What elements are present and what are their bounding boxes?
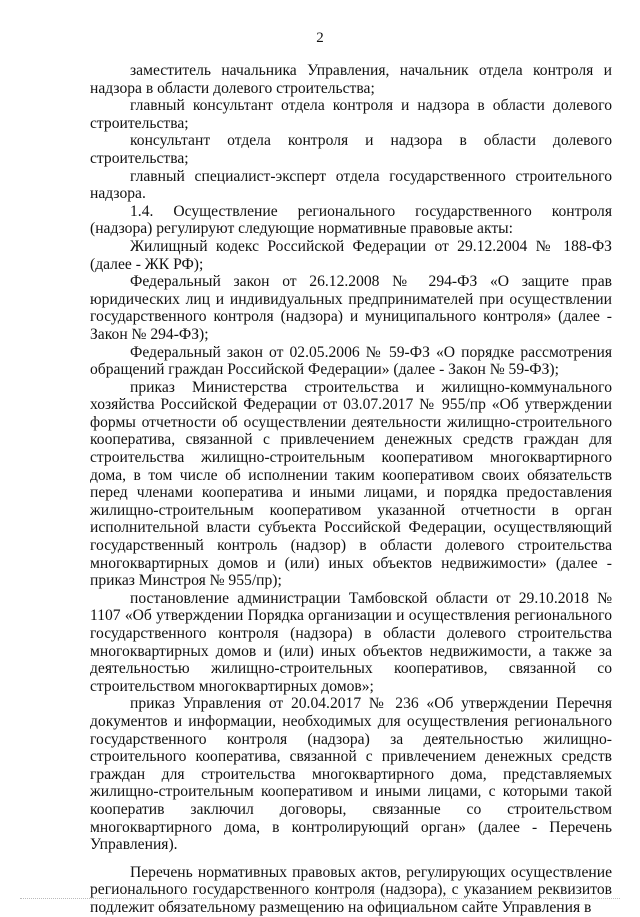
page-bottom-edge	[20, 898, 620, 899]
paragraph-resolution-1107: постановление администрации Тамбовской области от 29.10.2018 № 1107 «Об утверждении Порядка организации и осуществления регионального государственного контроля (надзора) в области долевого строительства многоквартирных домов и (или) иных объектов недвижимости, а также за деятельностью жилищно-строительных кооперативов, связанной со строительством многоквартирных домов»;	[90, 589, 612, 695]
paragraph-law-59: Федеральный закон от 02.05.2006 № 59-ФЗ «О порядке рассмотрения обращений граждан Российской Федерации» (далее - Закон № 59-ФЗ);	[90, 343, 612, 379]
paragraph-housing-code: Жилищный кодекс Российской Федерации от 29.12.2004 № 188-ФЗ (далее - ЖК РФ);	[90, 237, 612, 273]
paragraph-law-294: Федеральный закон от 26.12.2008 № 294-ФЗ «О защите прав юридических лиц и индивидуальных предпринимателей при осуществлении государственного контроля (надзора) и муниципального контроля» (далее - Закон № 294-ФЗ);	[90, 273, 612, 343]
paragraph-order-955: приказ Министерства строительства и жилищно-коммунального хозяйства Российской Федерации от 03.07.2017 № 955/пр «Об утверждении формы отчетности об осуществлении деятельности жилищно-строительного кооператива, связанной с привлечением денежных средств граждан для строительства жилищно-строительным кооперативом многоквартирного дома, в том числе об исполнении таким кооперативом своих обязательств перед членами кооператива и иными лицами, и порядка предоставления жилищно-строительным кооперативом указанной отчетности в орган исполнительной власти субъекта Российской Федерации, осуществляющий государственный контроль (надзор) в области долевого строительства многоквартирных домов и (или) иных объектов недвижимости» (далее - приказ Минстроя № 955/пр);	[90, 378, 612, 590]
paragraph-chief-specialist: главный специалист-эксперт отдела государственного строительного надзора.	[90, 167, 612, 203]
paragraph-deputy-head: заместитель начальника Управления, начальник отдела контроля и надзора в области долевого строительства;	[90, 62, 612, 97]
paragraph-chief-consultant: главный консультант отдела контроля и надзора в области долевого строительства;	[90, 97, 612, 132]
paragraph-order-236: приказ Управления от 20.04.2017 № 236 «Об утверждении Перечня документов и информации, необходимых для осуществления регионального государственного контроля (надзора) за деятельностью жилищно-строительного кооператива, связанной с привлечением денежных средств граждан для строительства многоквартирного дома, представляемых жилищно-строительным кооперативом и иными лицами, с которыми такой кооператив заключил договоры, связанные со строительством многоквартирного дома, в контролирующий орган» (далее - Перечень Управления).	[90, 695, 612, 854]
page-number: 2	[316, 30, 324, 46]
paragraph-section-1-4: 1.4. Осуществление регионального государственного контроля (надзора) регулируют следующие нормативные правовые акты:	[90, 202, 612, 238]
paragraph-list-publication: Перечень нормативных правовых актов, регулирующих осуществление регионального государственного контроля (надзора), с указанием реквизитов подлежит обязательному размещению на официальном сайте Управления в	[90, 863, 612, 916]
paragraph-consultant: консультант отдела контроля и надзора в области долевого строительства;	[90, 132, 612, 167]
document-body	[90, 62, 612, 917]
